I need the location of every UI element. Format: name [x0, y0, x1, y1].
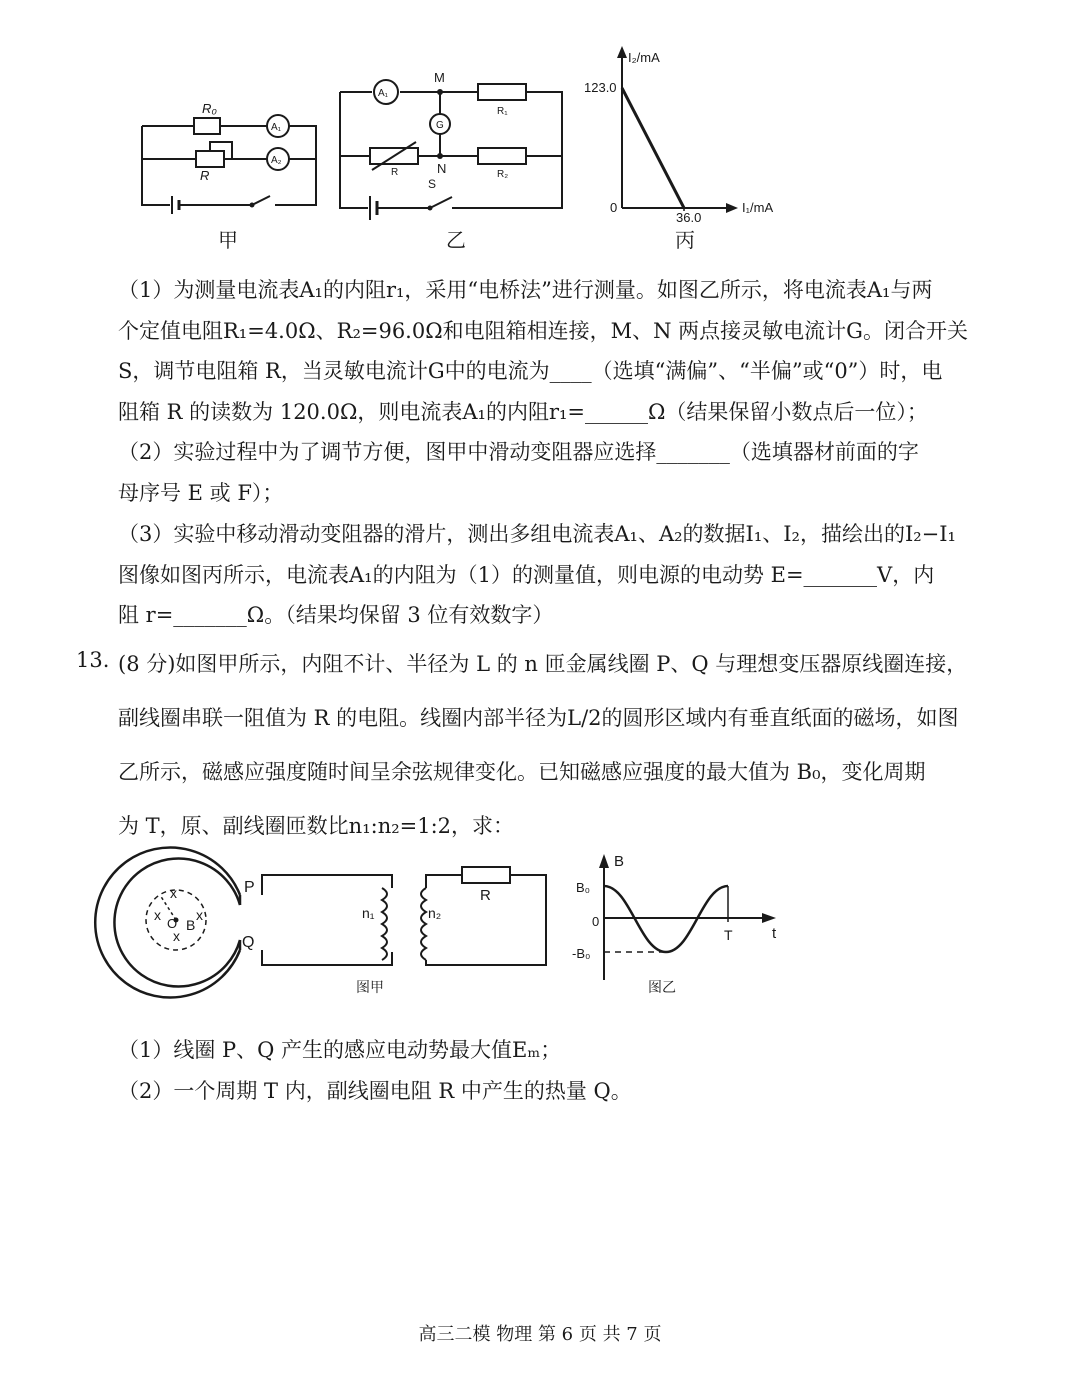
chart-bing	[584, 46, 773, 252]
q13-fig-yi-caption: 图乙	[648, 979, 676, 995]
q12-part1	[118, 270, 968, 432]
jia-a2-label: A₂	[271, 155, 282, 166]
q12-p1-line: 个定值电阻R₁=4.0Ω、R₂=96.0Ω和电阻箱相连接，M、N 两点接灵敏电流计G。闭合开关	[118, 318, 968, 343]
jia-r-label: R	[200, 168, 210, 183]
q-label: Q	[242, 934, 255, 951]
b-label: B	[186, 917, 196, 933]
bing-x-axis-label: I₁/mA	[742, 200, 774, 215]
q13-line: (8 分)如图甲所示，内阻不计、半径为 L 的 n 匝金属线圈 P、Q 与理想变压器原线圈连接，	[118, 652, 968, 676]
yi-r1-label: R₁	[497, 106, 508, 117]
top-figures	[0, 0, 1080, 260]
q12-p3-line: 图像如图丙所示，电流表A₁的内阻为（1）的测量值，则电源的电动势 E=_______V，内	[118, 562, 935, 587]
q12-p2-line: 母序号 E 或 F）；	[118, 480, 284, 505]
q13-fig-yi	[572, 853, 777, 995]
q13-stem	[118, 637, 968, 853]
jia-r0-label: R₀	[202, 101, 217, 116]
circuit-jia	[142, 101, 316, 252]
yi-m-label: M	[434, 70, 445, 85]
p-label: P	[244, 879, 255, 896]
jia-caption: 甲	[218, 230, 238, 252]
q13-sub-line: （1）线圈 P、Q 产生的感应电动势最大值Eₘ；	[118, 1038, 562, 1062]
yi-T-label: T	[724, 927, 733, 943]
o-label: O	[167, 916, 178, 931]
bing-x-arrow	[726, 203, 738, 213]
yi-t-label: t	[772, 925, 777, 942]
q13-subquestions	[118, 1030, 968, 1111]
circuit-yi	[340, 70, 562, 252]
q12-part2	[118, 432, 968, 513]
q13-number: 13.	[76, 648, 110, 672]
r-label: R	[480, 887, 491, 904]
yi-g-label: G	[436, 120, 444, 131]
yi-b0-label: B₀	[576, 880, 591, 895]
jia-a1-label: A₁	[271, 122, 282, 133]
x-mark: x	[173, 928, 180, 944]
q12-p3-line: （3）实验中移动滑动变阻器的滑片，测出多组电流表A₁、A₂的数据I₁、I₂，描绘出的I₂−I₁	[118, 522, 956, 546]
bing-caption: 丙	[675, 230, 695, 252]
bing-y-axis-label: I₂/mA	[628, 50, 660, 65]
yi-s-label: S	[428, 177, 437, 191]
q13-fig-jia-caption: 图甲	[356, 979, 384, 995]
yi-r2-label: R₂	[497, 169, 509, 180]
q13-sub-line: （2）一个周期 T 内，副线圈电阻 R 中产生的热量 Q。	[118, 1078, 632, 1103]
n2-label: n₂	[428, 905, 442, 921]
yi-n-label: N	[437, 161, 447, 176]
x-mark: x	[154, 907, 161, 923]
yi-caption: 乙	[446, 230, 466, 252]
yi-zero-label: 0	[592, 914, 600, 929]
q13-line: 乙所示，磁感应强度随时间呈余弦规律变化。已知磁感应强度的最大值为 B₀，变化周期	[118, 760, 926, 784]
q12-p1-line: （1）为测量电流表A₁的内阻r₁，采用“电桥法”进行测量。如图乙所示，将电流表A₁与两	[118, 278, 933, 302]
bing-x-intercept-label: 36.0	[676, 210, 702, 225]
x-mark: x	[170, 885, 177, 901]
yi-a1-label: A₁	[378, 88, 389, 99]
q12-p3-line: 阻 r=_______Ω。（结果均保留 3 位有效数字）	[118, 603, 554, 627]
q12-p1-line: S，调节电阻箱 R，当灵敏电流计G中的电流为____（选填“满偏”、“半偏”或“0”）时，电	[118, 359, 943, 383]
q13-figures	[0, 840, 1080, 1010]
bing-series-line	[622, 88, 684, 208]
yi-b-label: B	[614, 853, 625, 870]
page-footer: 高三二模 物理 第 6 页 共 7 页	[418, 1324, 662, 1345]
q13-line: 副线圈串联一阻值为 R 的电阻。线圈内部半径为L/2的圆形区域内有垂直纸面的磁场，如图	[118, 706, 959, 730]
bing-origin-label: 0	[610, 200, 618, 215]
x-mark: x	[196, 907, 203, 923]
q12-p1-line: 阻箱 R 的读数为 120.0Ω，则电流表A₁的内阻r₁=______Ω（结果保留小数点后一位）；	[118, 399, 928, 424]
q12-part3	[118, 514, 968, 636]
yi-r-label: R	[391, 167, 399, 178]
bing-y-intercept-label: 123.0	[584, 80, 617, 95]
q13-fig-jia	[95, 848, 546, 998]
yi-neg-b0-label: -B₀	[572, 946, 591, 961]
q13-line: 为 T，原、副线圈匝数比n₁:n₂=1:2，求：	[118, 814, 515, 838]
bing-y-arrow	[617, 46, 627, 58]
n1-label: n₁	[362, 905, 375, 921]
q12-p2-line: （2）实验过程中为了调节方便，图甲中滑动变阻器应选择_______（选填器材前面的字	[118, 440, 919, 464]
